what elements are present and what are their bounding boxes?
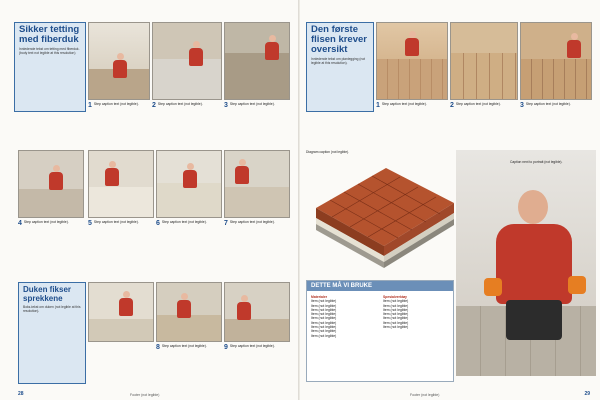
step-photo-1 bbox=[88, 22, 150, 100]
step-photo-7 bbox=[224, 150, 290, 218]
step-photo-4 bbox=[18, 150, 84, 218]
right-step-caption-2: 2 Step caption text (not legible). bbox=[450, 102, 501, 109]
tools-item: Item (not legible) bbox=[383, 307, 409, 312]
right-footer: Footer (not legible) bbox=[410, 393, 440, 397]
right-step-number-2: 2 bbox=[450, 102, 454, 109]
step-number-3: 3 bbox=[224, 102, 228, 109]
step-caption-3: 3 Step caption text (not legible). bbox=[224, 102, 275, 109]
step-photo-6 bbox=[156, 150, 222, 218]
right-title-box bbox=[306, 22, 374, 112]
materials-item: Item (not legible) bbox=[311, 325, 337, 330]
materials-item: Item (not legible) bbox=[311, 303, 337, 308]
materials-title: DETTE MÅ VI BRUKE bbox=[307, 281, 453, 291]
right-step-photo-2 bbox=[450, 22, 518, 100]
materials-col-2-head: Spesialverktøy bbox=[383, 295, 407, 299]
step-number-4: 4 bbox=[18, 220, 22, 227]
right-step-caption-1: 1 Step caption text (not legible). bbox=[376, 102, 427, 109]
duken-box-title: Duken fikser sprekkene bbox=[23, 285, 72, 303]
materials-col-2 bbox=[383, 295, 449, 329]
materials-col-1-head: Materialer bbox=[311, 295, 328, 299]
right-step-number-1: 1 bbox=[376, 102, 380, 109]
step-caption-7: 7 Step caption text (not legible). bbox=[224, 220, 275, 227]
left-title: Sikker tetting med fiberduk bbox=[19, 24, 80, 45]
portrait-note: Caption next to portrait (not legible). bbox=[510, 160, 563, 164]
materials-item: Item (not legible) bbox=[311, 299, 337, 304]
duken-box bbox=[18, 282, 86, 384]
step-number-1: 1 bbox=[88, 102, 92, 109]
materials-item: Item (not legible) bbox=[311, 329, 337, 334]
step-photo-3 bbox=[224, 22, 290, 100]
step-number-8: 8 bbox=[156, 344, 160, 351]
materials-item: Item (not legible) bbox=[311, 312, 337, 317]
tools-item: Item (not legible) bbox=[383, 299, 409, 304]
left-page-number: 28 bbox=[18, 391, 24, 397]
step-caption-2: 2 Step caption text (not legible). bbox=[152, 102, 203, 109]
tiler-portrait bbox=[456, 150, 596, 376]
step-caption-1: 1 Step caption text (not legible). bbox=[88, 102, 139, 109]
left-title-box bbox=[14, 22, 86, 112]
right-step-photo-3 bbox=[520, 22, 592, 100]
right-page-number: 29 bbox=[584, 391, 590, 397]
right-title: Den første flisen krever oversikt bbox=[311, 24, 367, 55]
right-step-caption-3: 3 Step caption text (not legible). bbox=[520, 102, 571, 109]
step-number-9: 9 bbox=[224, 344, 228, 351]
right-page bbox=[300, 0, 600, 400]
tools-item: Item (not legible) bbox=[383, 303, 409, 308]
materials-item: Item (not legible) bbox=[311, 333, 337, 338]
materials-item: Item (not legible) bbox=[311, 320, 337, 325]
materials-box bbox=[306, 280, 454, 382]
step-number-2: 2 bbox=[152, 102, 156, 109]
floor-layers-diagram bbox=[306, 148, 456, 272]
tools-item: Item (not legible) bbox=[383, 316, 409, 321]
right-step-number-3: 3 bbox=[520, 102, 524, 109]
step-caption-9: 9 Step caption text (not legible). bbox=[224, 344, 275, 351]
step-caption-6: 6 Step caption text (not legible). bbox=[156, 220, 207, 227]
step-photo-2 bbox=[152, 22, 222, 100]
step-photo-5 bbox=[88, 150, 154, 218]
step-caption-5: 5 Step caption text (not legible). bbox=[88, 220, 139, 227]
left-intro: Innledende tekst om tetting med fiberduk. (body text not legible at this resolution) bbox=[19, 47, 80, 56]
tools-item: Item (not legible) bbox=[383, 312, 409, 317]
materials-item: Item (not legible) bbox=[311, 316, 337, 321]
right-intro: Innledende tekst om planlegging (not legible at this resolution). bbox=[311, 57, 366, 66]
diagram-note: Diagram caption (not legible). bbox=[306, 150, 350, 154]
materials-col-1 bbox=[311, 295, 377, 338]
right-step-photo-1 bbox=[376, 22, 448, 100]
step-caption-8: 8 Step caption text (not legible). bbox=[156, 344, 207, 351]
step-photo-9 bbox=[224, 282, 290, 342]
step-photo-8b bbox=[156, 282, 222, 342]
step-number-5: 5 bbox=[88, 220, 92, 227]
step-number-7: 7 bbox=[224, 220, 228, 227]
tools-item: Item (not legible) bbox=[383, 320, 409, 325]
step-photo-8 bbox=[88, 282, 154, 342]
left-footer: Footer (not legible) bbox=[130, 393, 160, 397]
step-number-6: 6 bbox=[156, 220, 160, 227]
step-caption-4: 4 Step caption text (not legible). bbox=[18, 220, 69, 227]
tools-item: Item (not legible) bbox=[383, 325, 409, 330]
materials-item: Item (not legible) bbox=[311, 307, 337, 312]
duken-box-text: Boks-tekst om duken (not legible at this resolution). bbox=[23, 305, 81, 314]
